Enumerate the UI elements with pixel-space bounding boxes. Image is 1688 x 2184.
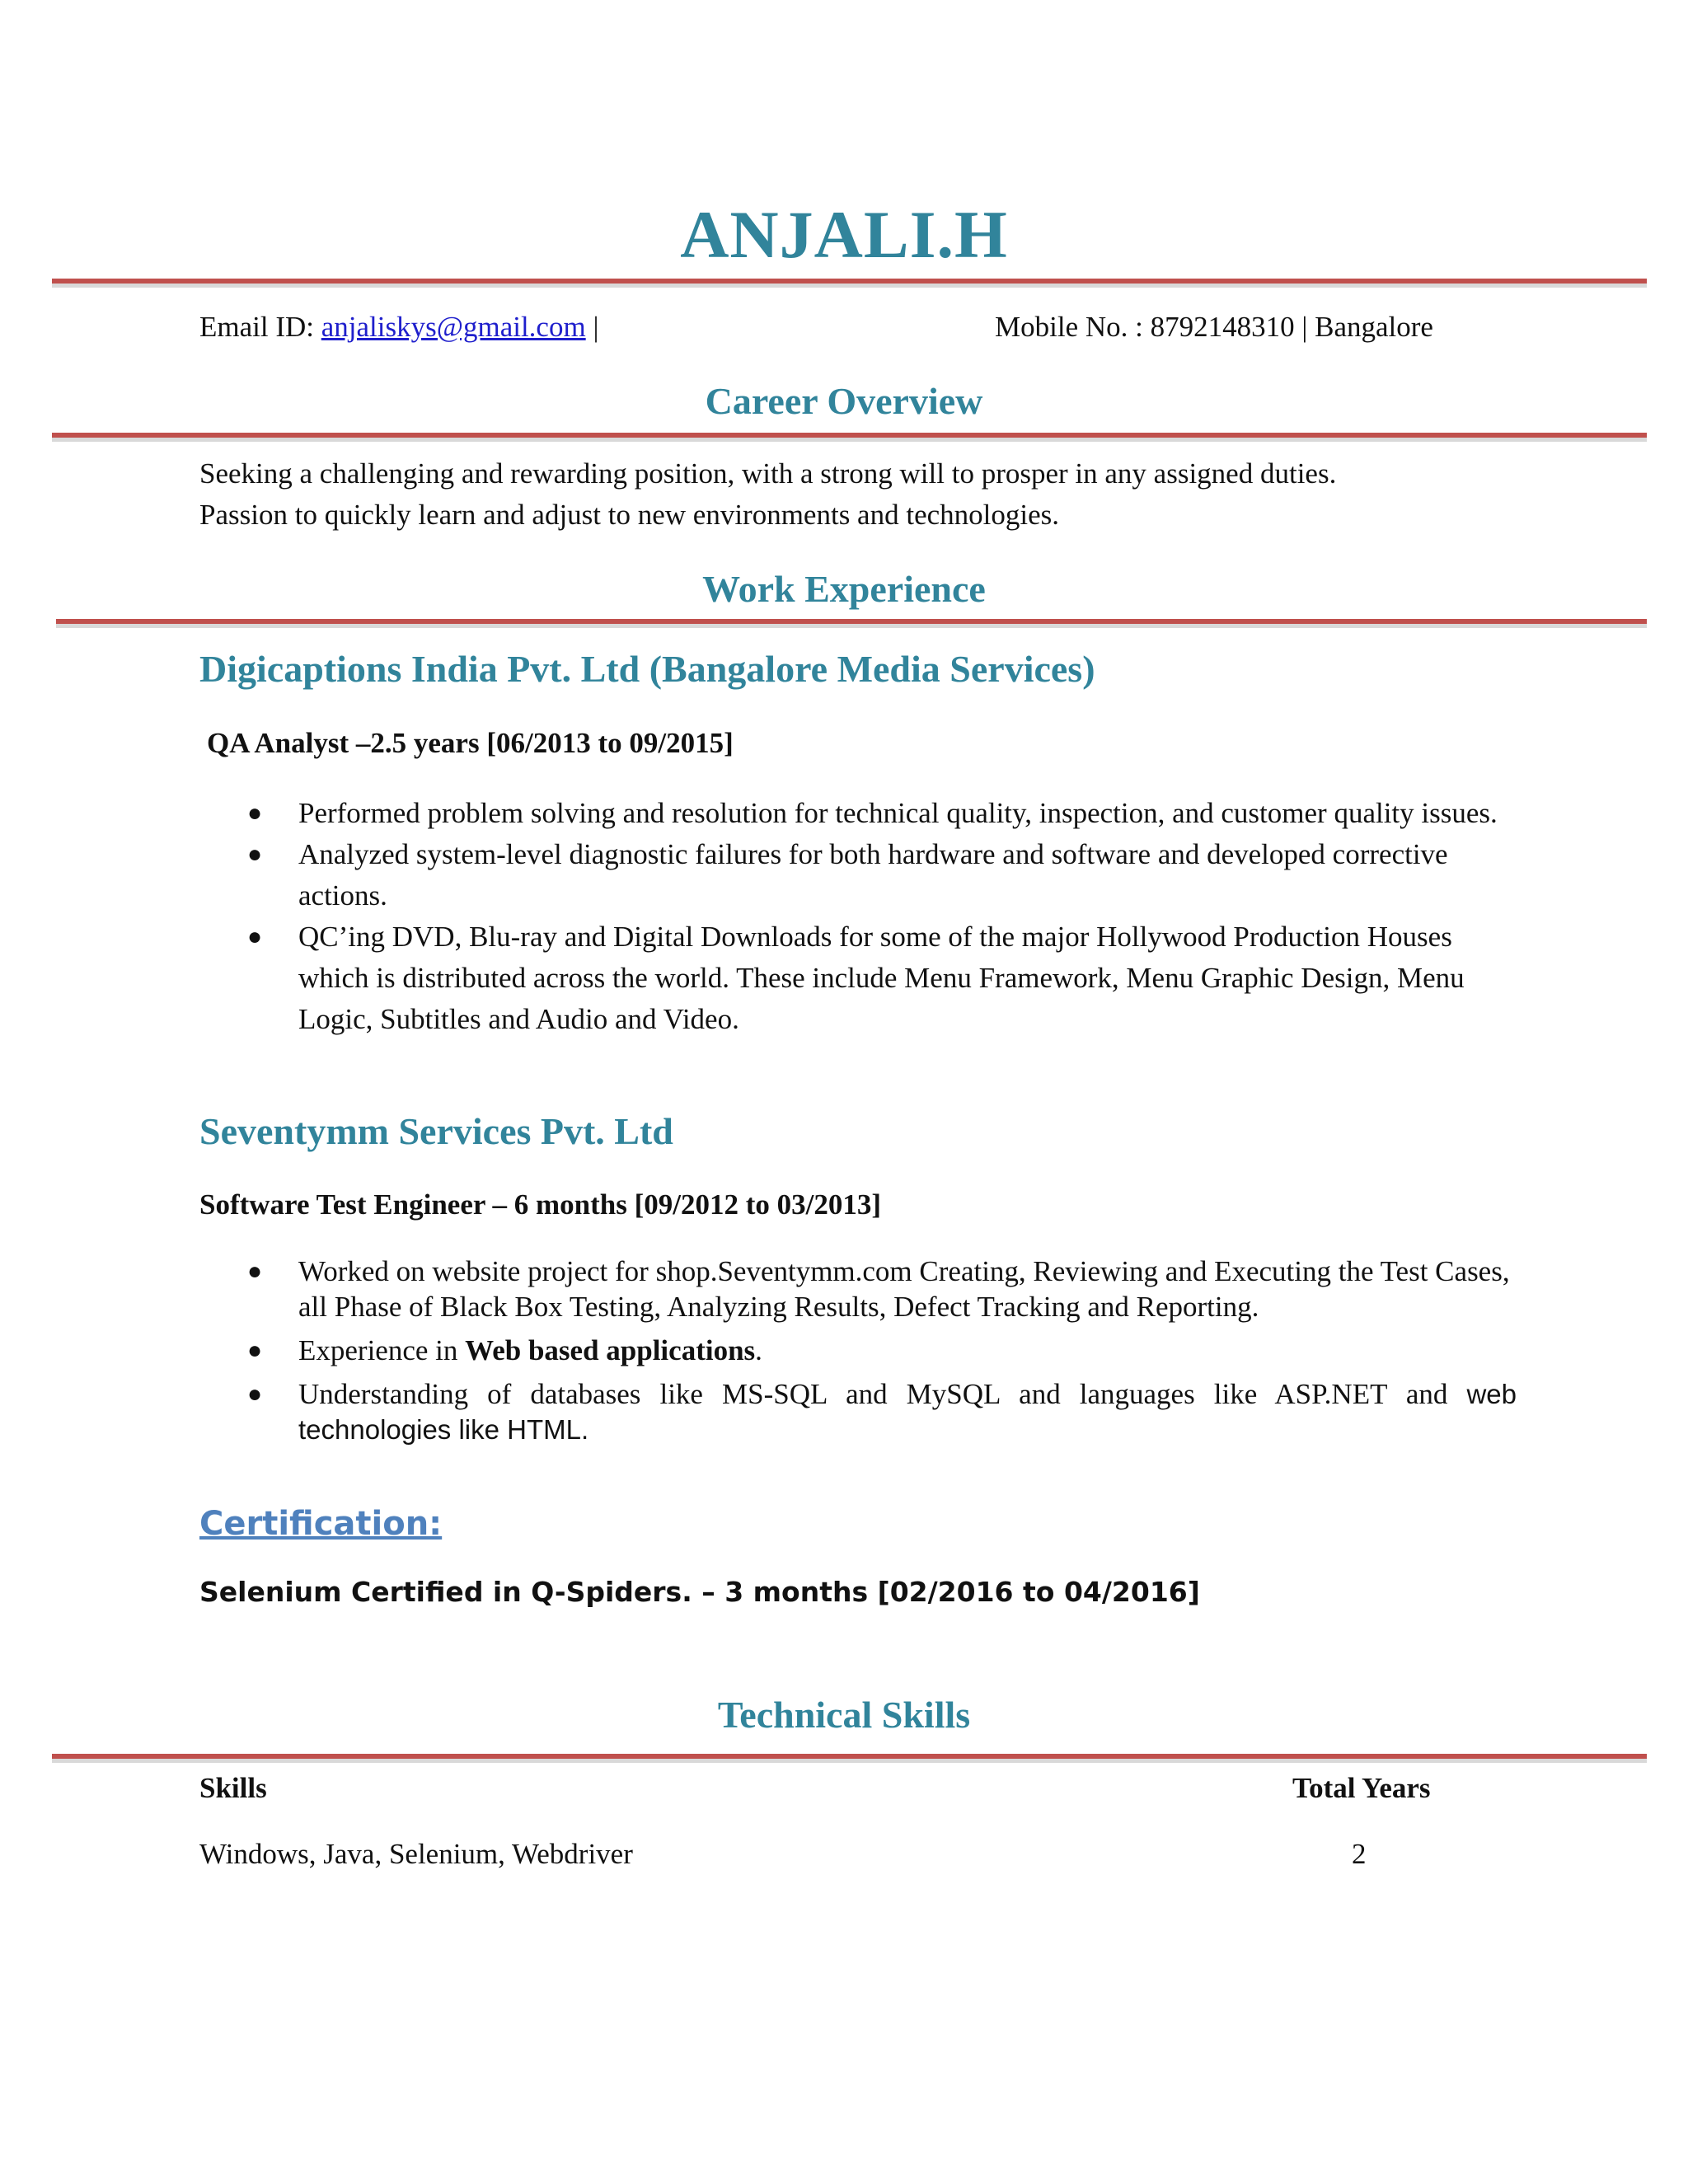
section-divider — [52, 433, 1647, 442]
list-item: ● Analyzed system-level diagnostic failures for both hardware and software and developed corrective actions. — [247, 834, 1517, 916]
email-label: Email ID: — [199, 311, 321, 343]
bold-text: Web based applications — [465, 1334, 756, 1366]
section-divider — [52, 279, 1647, 288]
list-item: ● QC’ing DVD, Blu-ray and Digital Downloads for some of the major Hollywood Production Houses which is distributed across the world. These include Menu Framework, Menu Graphic Design, Menu Logic, Subtitles and Audio and Video. — [247, 916, 1517, 1040]
email-separator: | — [585, 311, 599, 343]
list-item: ● Experience in Web based applications. — [247, 1334, 762, 1366]
career-line: Seeking a challenging and rewarding position, with a strong will to prosper in any assigned duties. — [199, 457, 1337, 490]
skills-header-skills: Skills — [199, 1772, 267, 1804]
bullet-icon: ● — [247, 841, 263, 868]
bullet-icon: ● — [247, 1258, 263, 1285]
list-item: ● Worked on website project for shop.Seventymm.com Creating, Reviewing and Executing the Test Cases, all Phase of Black Box Testing, Analyzing Results, Defect Tracking and Reporting. — [247, 1255, 1510, 1323]
section-divider — [56, 619, 1647, 628]
career-summary — [199, 453, 1336, 536]
bullet-icon: ● — [247, 1380, 263, 1408]
bullet-icon: ● — [247, 923, 263, 950]
list-item: ● Understanding of databases like MS-SQL and MySQL and languages like ASP.NET and web technologies like HTML. — [247, 1378, 1517, 1445]
section-title-skills: Technical Skills — [717, 1694, 971, 1736]
skills-cell: Windows, Java, Selenium, Webdriver — [199, 1838, 633, 1870]
section-title-career: Career Overview — [705, 380, 983, 422]
email-link[interactable]: anjaliskys@gmail.com — [321, 311, 586, 343]
section-title-work: Work Experience — [702, 568, 986, 610]
years-cell: 2 — [1352, 1838, 1367, 1870]
bullet-icon: ● — [247, 799, 263, 827]
mobile-location: Mobile No. : 8792148310 | Bangalore — [995, 311, 1433, 343]
candidate-name: ANJALI.H — [680, 197, 1008, 272]
bullet-icon: ● — [247, 1337, 263, 1364]
job-duties-list — [247, 1254, 1517, 1447]
email-line — [199, 311, 598, 344]
company-name: Digicaptions India Pvt. Ltd (Bangalore Media Services) — [199, 648, 1095, 690]
job-role: Software Test Engineer – 6 months [09/2012 to 03/2013] — [199, 1188, 882, 1221]
job-role: QA Analyst –2.5 years [06/2013 to 09/2015] — [207, 727, 734, 759]
list-item: ● Performed problem solving and resolution for technical quality, inspection, and customer quality issues. — [247, 793, 1517, 834]
skills-header-years: Total Years — [1292, 1772, 1431, 1804]
career-line: Passion to quickly learn and adjust to new environments and technologies. — [199, 499, 1059, 531]
section-divider — [52, 1754, 1647, 1763]
job-duties-list — [247, 793, 1517, 1040]
company-name: Seventymm Services Pvt. Ltd — [199, 1110, 673, 1152]
sans-text: web technologies like HTML. — [298, 1379, 1517, 1445]
certification-title: Certification: — [199, 1505, 443, 1543]
certification-entry: Selenium Certified in Q-Spiders. – 3 months [02/2016 to 04/2016] — [199, 1576, 1200, 1608]
